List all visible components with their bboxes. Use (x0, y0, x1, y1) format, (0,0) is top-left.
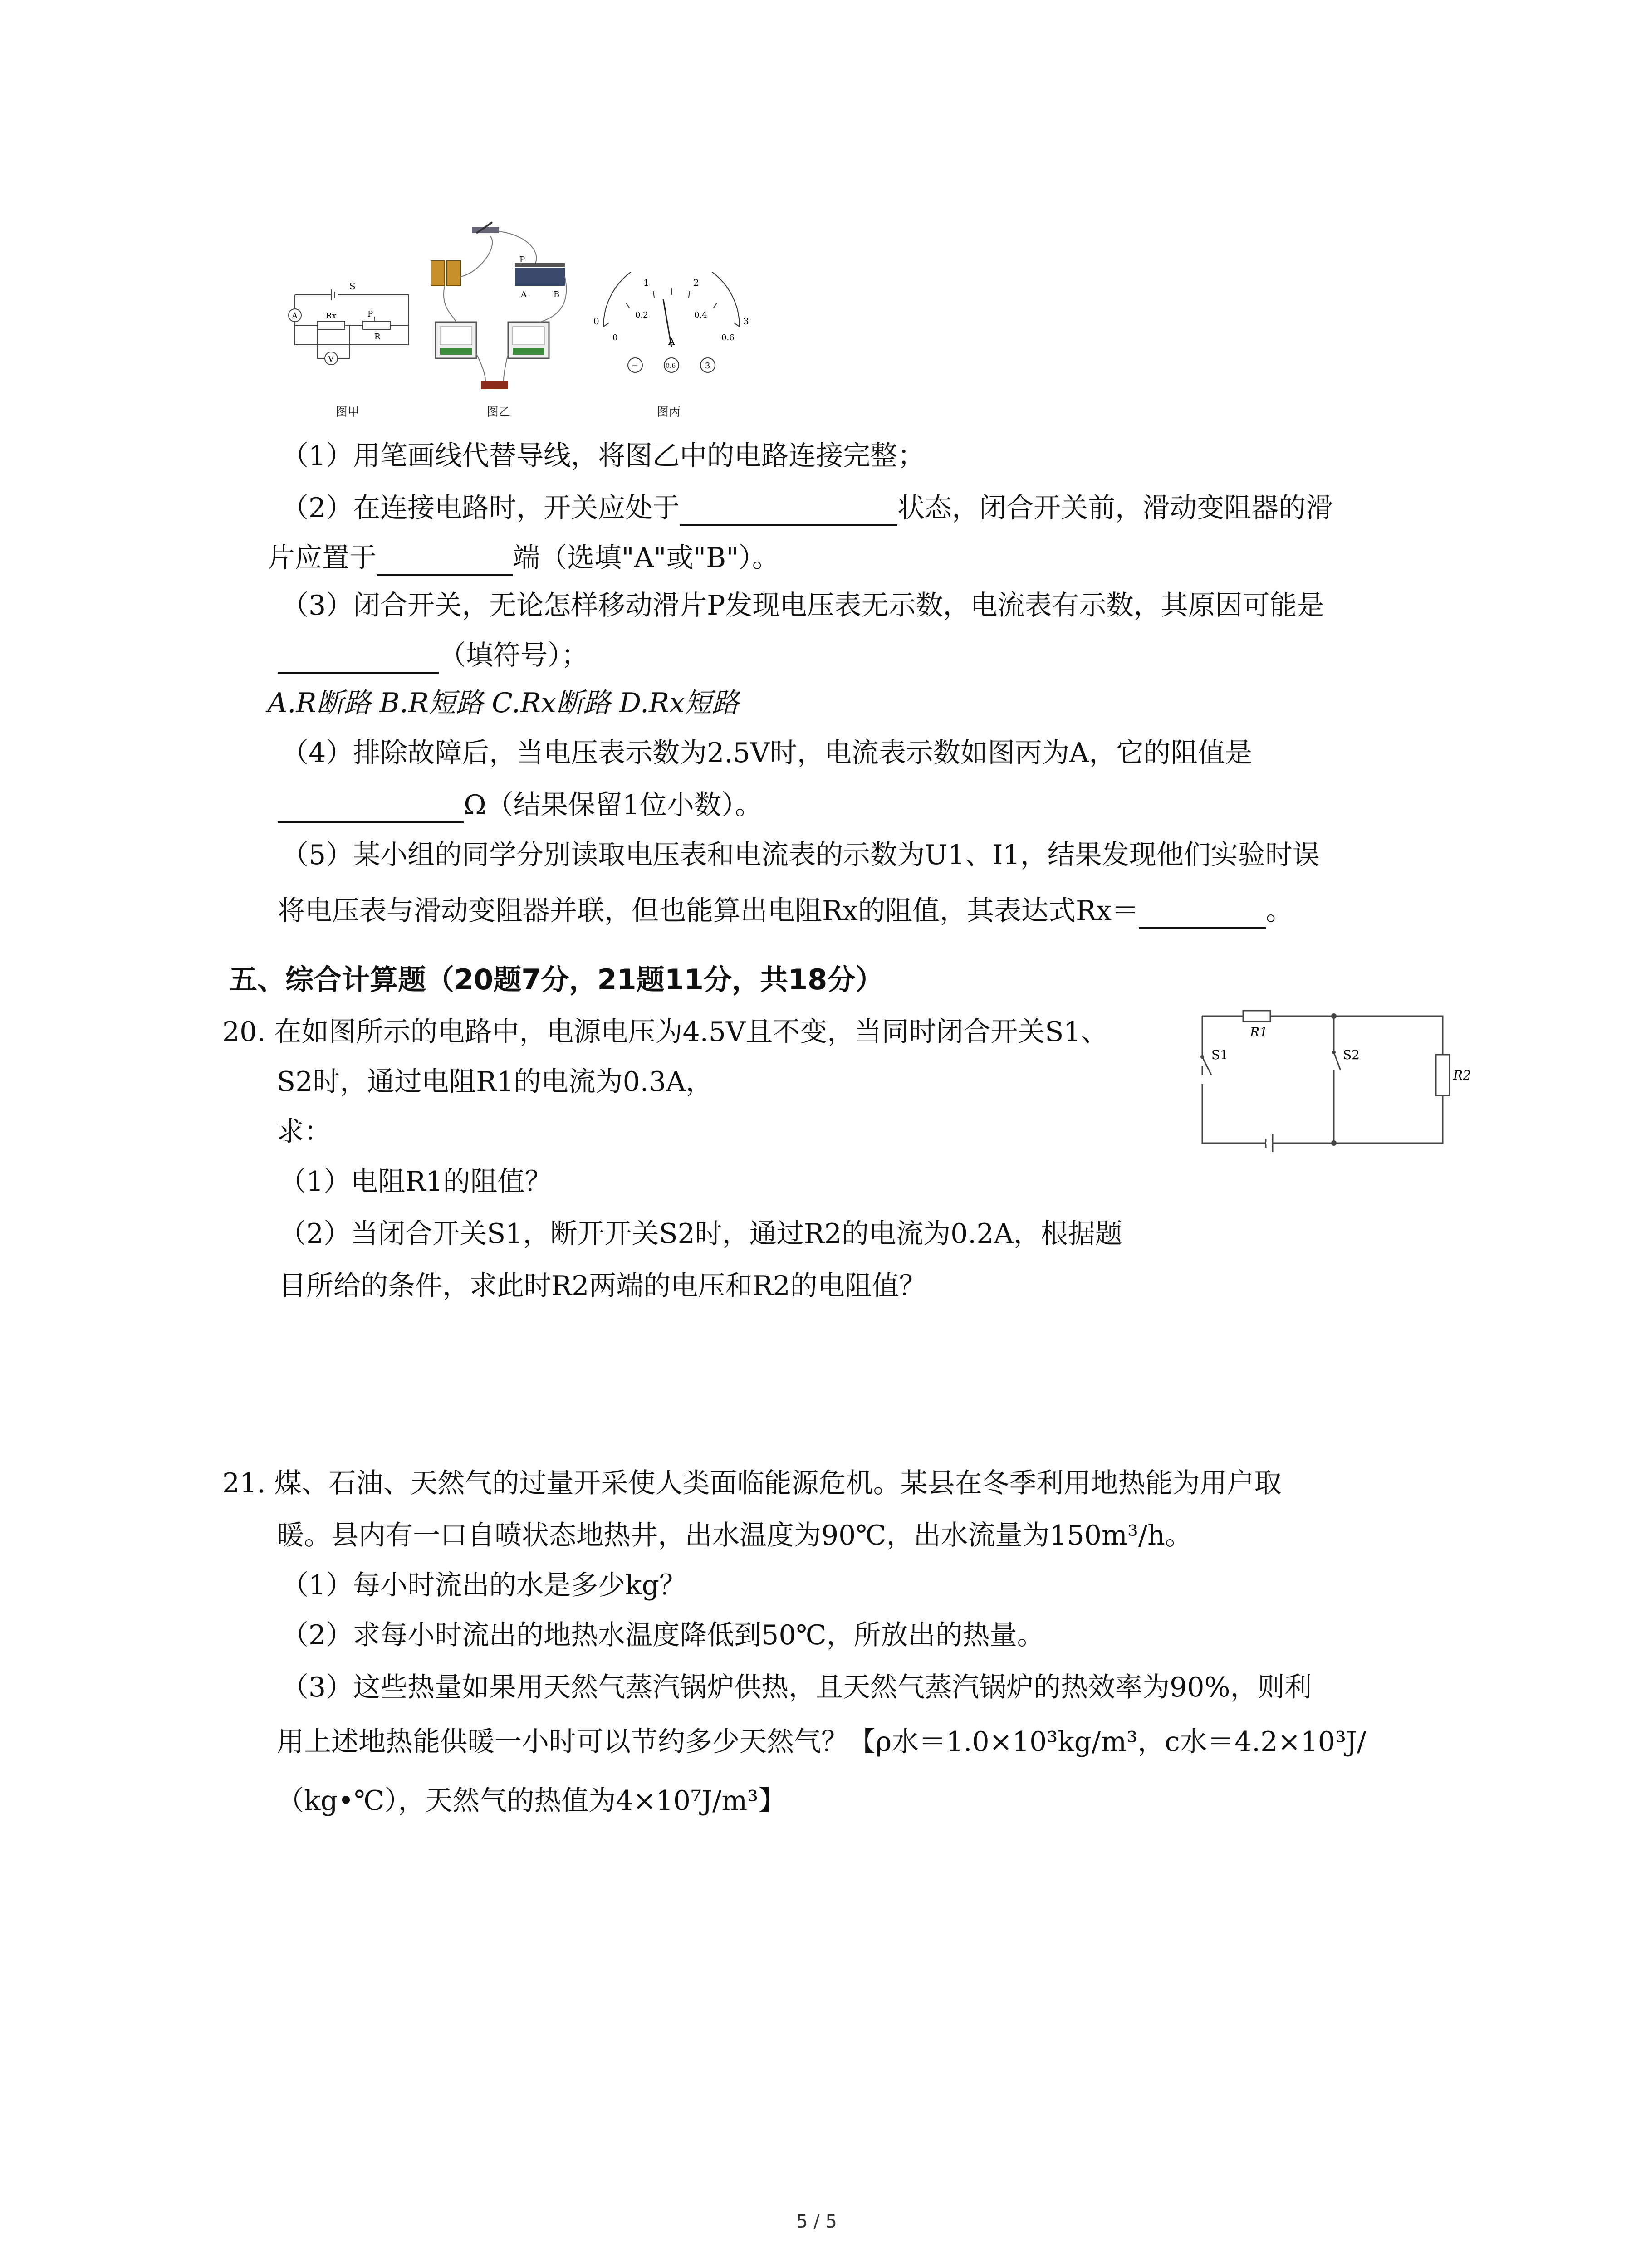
q20-line5: （2）当闭合开关S1，断开开关S2时，通过R2的电流为0.2A，根据题 (279, 1218, 1122, 1250)
q21-line6: 用上述地热能供暖一小时可以节约多少天然气？【ρ水＝1.0×10³kg/m³，c水＝4.2×10³J/ (277, 1726, 1367, 1758)
caption-jia: 图甲 (336, 406, 360, 419)
q19-part3-text-b: （填符号）； (439, 640, 588, 671)
q21-line5: （3）这些热量如果用天然气蒸汽锅炉供热，且天然气蒸汽锅炉的热效率为90%，则利 (281, 1672, 1312, 1703)
q19-part2-line1 (281, 490, 1333, 526)
answer-blank-slider-end[interactable] (377, 546, 513, 576)
q20-line2: S2时，通过电阻R1的电流为0.3A， (277, 1066, 713, 1098)
q20-line6: 目所给的条件，求此时R2两端的电压和R2的电阻值？ (279, 1270, 926, 1302)
q20-line4: （1）电阻R1的阻值？ (279, 1166, 552, 1198)
label-r: R (374, 332, 381, 342)
q21-line7: （kg•℃），天然气的热值为4×10⁷J/m³】 (277, 1785, 786, 1817)
label-end-b: B (554, 290, 560, 299)
q19-part5-line1: （5）某小组的同学分别读取电压表和电流表的示数为U1、I1，结果发现他们实验时误 (281, 839, 1320, 871)
circuit-diagram-jia (281, 268, 417, 372)
figure-jia (281, 268, 417, 372)
figure-yi (417, 218, 581, 399)
label-ammeter: A (292, 311, 298, 321)
q19-part4-line1: （4）排除故障后，当电压表示数为2.5V时，电流表示数如图丙为A，它的阻值是 (281, 737, 1253, 769)
apparatus-diagram-yi (417, 218, 581, 399)
q19-part5-text-b: 将电压表与滑动变阻器并联，但也能算出电阻Rx的阻值，其表达式Rx＝ (278, 895, 1139, 927)
q19-part3-line1: （3）闭合开关，无论怎样移动滑片P发现电压表无示数，电流表有示数，其原因可能是 (281, 590, 1324, 621)
label-p: P (367, 309, 373, 319)
caption-bing: 图丙 (657, 406, 681, 419)
lower-tick-04: 0.4 (694, 310, 707, 320)
label-s1: S1 (1211, 1047, 1228, 1062)
upper-tick-2: 2 (693, 277, 699, 288)
terminal-neg: − (632, 361, 639, 371)
q21-line1: 21. 煤、石油、天然气的过量开采使人类面临能源危机。某县在冬季利用地热能为用户取 (222, 1467, 1282, 1499)
label-r2: R2 (1453, 1068, 1471, 1083)
q19-part3-options: A.R断路 B.R短路 C.Rx断路 D.Rx短路 (268, 687, 740, 719)
terminal-06: 0.6 (666, 362, 676, 370)
caption-yi: 图乙 (487, 406, 511, 419)
answer-blank-resistance[interactable] (278, 793, 464, 823)
unit-label: A (668, 336, 675, 347)
q20-line1: 20. 在如图所示的电路中，电源电压为4.5V且不变，当同时闭合开关S1、 (222, 1016, 1108, 1048)
label-r1: R1 (1250, 1025, 1268, 1040)
answer-blank-fault[interactable] (278, 644, 439, 674)
q19-part2-text-d: 端（选填"A"或"B"）。 (513, 542, 779, 574)
ammeter-dial-bing (585, 272, 758, 381)
q19-part3-line2 (278, 637, 588, 674)
q19-part2-text-c: 片应置于 (268, 542, 377, 574)
q19-part1: （1）用笔画线代替导线，将图乙中的电路连接完整； (281, 440, 925, 472)
q19-part2-line2 (268, 540, 779, 576)
lower-tick-06: 0.6 (721, 333, 735, 342)
lower-tick-0: 0 (612, 333, 618, 342)
page-number: 5 / 5 (796, 2211, 837, 2232)
figure-bing (585, 272, 758, 381)
q19-part4-line2 (278, 787, 762, 823)
label-end-a: A (521, 290, 527, 299)
q20-circuit-figure (1193, 998, 1474, 1152)
q19-part2-text-a: （2）在连接电路时，开关应处于 (281, 492, 680, 524)
lower-tick-02: 0.2 (635, 310, 648, 320)
label-s: S (349, 281, 356, 292)
upper-tick-1: 1 (643, 277, 649, 288)
q19-part5-line2 (278, 893, 1293, 929)
upper-tick-3: 3 (743, 316, 749, 327)
answer-blank-rx-expression[interactable] (1139, 899, 1266, 929)
label-rx: Rx (326, 311, 337, 321)
upper-tick-0: 0 (593, 316, 599, 327)
section-5-title: 五、综合计算题（20题7分，21题11分，共18分） (229, 963, 884, 996)
terminal-3: 3 (705, 361, 710, 371)
answer-blank-switch-state[interactable] (680, 496, 897, 526)
q19-part4-text-b: Ω（结果保留1位小数）。 (464, 789, 762, 821)
label-voltmeter: V (328, 354, 334, 364)
label-slider-p: P (519, 255, 525, 264)
q20-line3: 求： (277, 1116, 331, 1148)
q19-part5-text-c: 。 (1266, 895, 1293, 927)
label-s2: S2 (1343, 1047, 1360, 1062)
q21-line2: 暖。县内有一口自喷状态地热井，出水温度为90℃，出水流量为150m³/h。 (277, 1520, 1192, 1551)
q21-line4: （2）求每小时流出的地热水温度降低到50℃，所放出的热量。 (281, 1619, 1044, 1651)
q19-part2-text-b: 状态，闭合开关前，滑动变阻器的滑 (897, 492, 1333, 524)
q20-circuit-diagram (1193, 998, 1474, 1152)
q21-line3: （1）每小时流出的水是多少kg？ (281, 1569, 686, 1601)
